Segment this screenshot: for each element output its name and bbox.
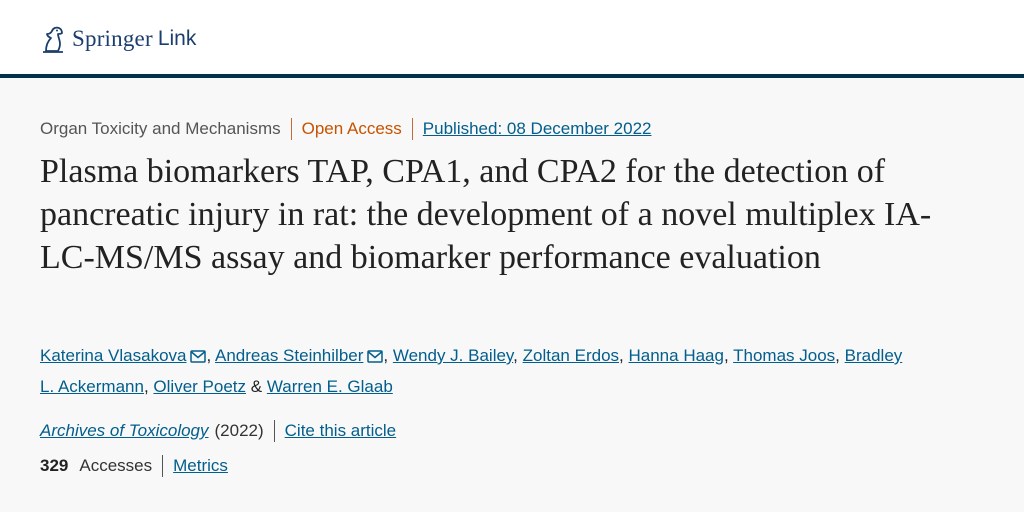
author-link[interactable]: Zoltan Erdos [522,346,620,365]
author-separator: , [513,346,518,365]
publication-year: (2022) [214,421,264,440]
author-link[interactable]: Oliver Poetz [153,377,247,396]
divider [412,118,413,140]
published-date-link[interactable]: Published: 08 December 2022 [422,119,652,138]
author-link[interactable]: Warren E. Glaab [266,377,393,396]
logo-link-text: Link [157,27,197,50]
horse-head-icon [40,25,66,53]
metrics-link[interactable]: Metrics [173,456,228,475]
article-metrics-summary [40,455,228,477]
author-separator: , [383,346,389,365]
cite-this-article-link[interactable]: Cite this article [284,421,397,440]
author-separator: , [206,346,212,365]
author-separator: , [143,377,149,396]
article-meta [40,118,652,140]
author-list [40,340,920,402]
author-link[interactable]: Andreas Steinhilber [215,346,364,365]
springer-link-logo[interactable] [40,22,196,56]
author-link[interactable]: Katerina Vlasakova [40,346,187,365]
article-title: Plasma biomarkers TAP, CPA1, and CPA2 for the detection of pancreatic injury in rat: the development of a novel multiplex IA-LC-MS/MS assay and biomarker performance evaluation [40,153,932,276]
divider [291,118,292,140]
divider [162,455,163,477]
article-subject: Organ Toxicity and Mechanisms [40,119,281,138]
author-link[interactable]: Wendy J. Bailey [392,346,514,365]
email-icon[interactable] [367,350,383,363]
site-header [0,0,1024,78]
author-separator: , [835,346,840,365]
author-link[interactable]: Hanna Haag [628,346,724,365]
author-ampersand: & [250,377,263,396]
author-link[interactable]: Bradley L. Ackermann [40,346,903,396]
email-icon[interactable] [190,350,206,363]
author-link[interactable]: Thomas Joos [733,346,836,365]
article-header [0,78,1024,512]
author-separator: , [619,346,624,365]
divider [274,420,275,442]
author-separator: , [723,346,729,365]
journal-title-link[interactable]: Archives of Toxicology [40,421,209,440]
open-access-badge: Open Access [301,119,402,138]
accesses-label: Accesses [79,456,153,475]
accesses-count: 329 [40,456,69,475]
journal-line [40,420,396,442]
logo-springer-text: Springer [72,26,153,51]
